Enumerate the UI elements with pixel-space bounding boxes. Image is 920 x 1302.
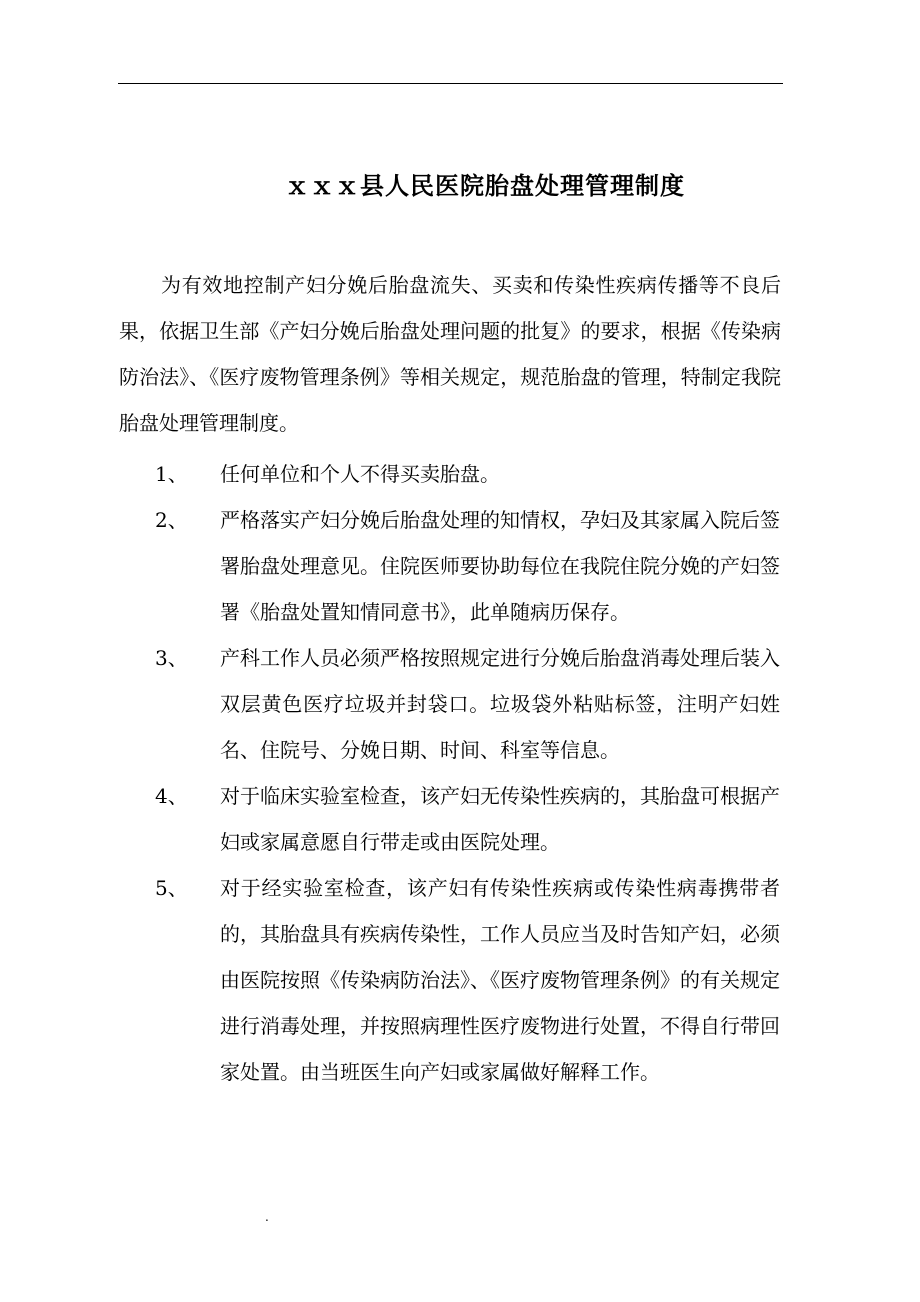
regulation-list [0,451,920,1095]
item-number: 1、 [155,462,188,486]
item-text: 任何单位和个人不得买卖胎盘。 [220,462,500,486]
item-number: 2、 [155,508,188,532]
item-number: 5、 [155,876,188,900]
item-number: 4、 [155,784,188,808]
item-text: 产科工作人员必须严格按照规定进行分娩后胎盘消毒处理后装入双层黄色医疗垃圾并封袋口。垃圾袋外粘贴标签，注明产妇姓名、住院号、分娩日期、时间、科室等信息。 [220,646,780,762]
list-item [0,773,920,865]
item-number: 3、 [155,646,188,670]
list-item [0,497,920,635]
list-item [0,635,920,773]
item-text: 对于经实验室检查，该产妇有传染性疾病或传染性病毒携带者的，其胎盘具有疾病传染性，工作人员应当及时告知产妇，必须由医院按照《传染病防治法》、《医疗废物管理条例》的有关规定进行消毒处理，并按照病理性医疗废物进行处置，不得自行带回家处置。由当班医生向产妇或家属做好解释工作。 [220,876,780,1084]
list-item [0,865,920,1095]
document-title: ｘｘｘ县人民医院胎盘处理管理制度 [285,172,685,200]
item-text: 对于临床实验室检查，该产妇无传染性疾病的，其胎盘可根据产妇或家属意愿自行带走或由医院处理。 [220,784,780,854]
item-text: 严格落实产妇分娩后胎盘处理的知情权，孕妇及其家属入院后签署胎盘处理意见。住院医师要协助每位在我院住院分娩的产妇签署《胎盘处置知情同意书》，此单随病历保存。 [220,508,780,624]
header-rule [118,83,783,84]
list-item [0,451,920,497]
footer-mark: . [265,1210,269,1224]
intro-paragraph: 为有效地控制产妇分娩后胎盘流失、买卖和传染性疾病传播等不良后果，依据卫生部《产妇分娩后胎盘处理问题的批复》的要求，根据《传染病防治法》、《医疗废物管理条例》等相关规定，规范胎盘的管理，特制定我院胎盘处理管理制度。 [119,273,781,435]
